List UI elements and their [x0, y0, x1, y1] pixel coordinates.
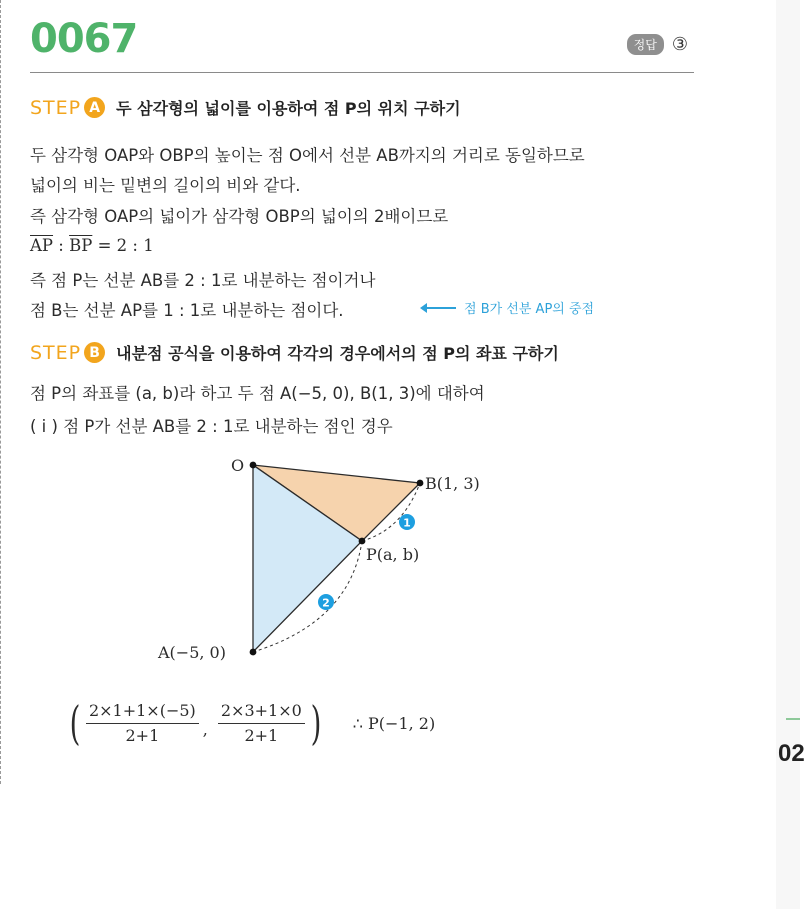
x-fraction	[86, 701, 199, 745]
left-arrow-icon	[422, 307, 456, 309]
strip-green-line	[786, 718, 800, 720]
segment-ap: $\overline{AP}$	[30, 236, 54, 255]
step-a-word: STEP	[30, 96, 82, 119]
section-formula	[66, 696, 436, 750]
marker-1-label: 1	[403, 516, 411, 530]
triangle-diagram	[140, 452, 520, 682]
y-denominator: 2+1	[244, 726, 279, 745]
text-line: ( i ) 점 P가 선분 AB를 2 : 1로 내분하는 점인 경우	[30, 417, 393, 436]
step-a-heading	[30, 96, 461, 119]
ratio-value: = 2 : 1	[92, 236, 154, 255]
point-p	[359, 538, 366, 545]
y-numerator: 2×3+1×0	[218, 701, 305, 724]
x-numerator: 2×1+1×(−5)	[86, 701, 199, 724]
label-a: A(−5, 0)	[158, 643, 226, 662]
label-b: B(1, 3)	[425, 474, 480, 493]
point-a	[250, 649, 257, 656]
ratio-line	[30, 236, 154, 255]
note-text: 점 B가 선분 AP의 중점	[464, 302, 595, 317]
answer-value: ③	[671, 34, 688, 55]
text-line: 즉 삼각형 OAP의 넓이가 삼각형 OBP의 넓이의 2배이므로	[30, 207, 449, 226]
text-line: 두 삼각형 OAP와 OBP의 높이는 점 O에서 선분 AB까지의 거리로 동일하므로	[30, 146, 585, 165]
page-edge-dashed	[0, 0, 1, 784]
text-line: 즉 점 P는 선분 AB를 2 : 1로 내분하는 점이거나	[30, 271, 376, 290]
answer-badge: 정답	[627, 34, 664, 55]
text-line: 점 B는 선분 AP를 1 : 1로 내분하는 점이다.	[30, 301, 344, 320]
text-line: 점 P의 좌표를 (a, b)라 하고 두 점 A(−5, 0), B(1, 3)에 대하여	[30, 384, 485, 403]
formula-comma: ,	[202, 719, 208, 739]
answer-area	[627, 34, 688, 55]
left-paren: (	[69, 696, 81, 750]
ratio-colon: :	[53, 236, 70, 255]
marker-2-label: 2	[322, 596, 330, 610]
page-number-fragment: 02	[778, 740, 805, 767]
segment-bp: $\overline{BP}$	[69, 236, 93, 255]
point-o	[250, 462, 257, 469]
result-text: ∴ P(−1, 2)	[352, 713, 436, 733]
point-b	[417, 480, 424, 487]
right-paren: )	[310, 696, 322, 750]
label-o: O	[231, 456, 245, 475]
problem-header	[30, 14, 694, 73]
problem-number: 0067	[30, 16, 138, 62]
label-p: P(a, b)	[366, 545, 420, 564]
next-page-strip	[776, 0, 805, 909]
step-a-title: 두 삼각형의 넓이를 이용하여 점 P의 위치 구하기	[116, 99, 461, 118]
text-line: 넓이의 비는 밑변의 길이의 비와 같다.	[30, 176, 301, 195]
x-denominator: 2+1	[125, 726, 160, 745]
step-b-word: STEP	[30, 341, 82, 364]
step-a-letter-icon: A	[84, 97, 105, 118]
y-fraction	[218, 701, 305, 745]
step-b-title: 내분점 공식을 이용하여 각각의 경우에서의 점 P의 좌표 구하기	[116, 344, 559, 363]
midpoint-note	[422, 298, 594, 317]
step-b-heading	[30, 341, 559, 364]
step-b-letter-icon: B	[84, 342, 105, 363]
